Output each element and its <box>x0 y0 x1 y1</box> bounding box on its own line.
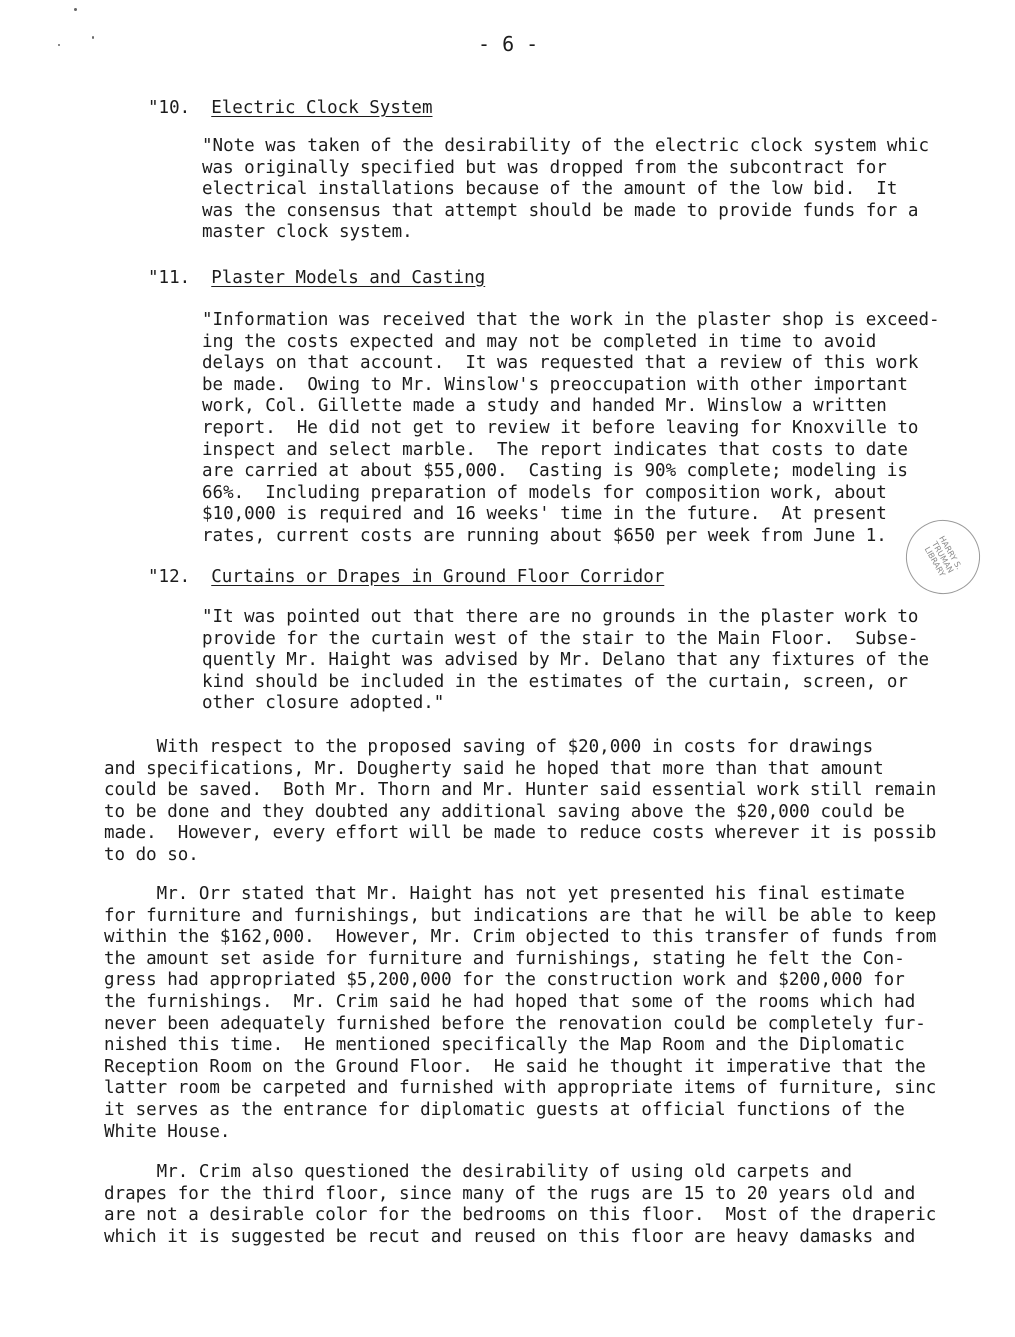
text-line: and specifications, Mr. Dougherty said he hoped that more than that amount <box>104 758 884 779</box>
text-line: "It was pointed out that there are no grounds in the plaster work to <box>202 607 919 627</box>
item-number: "10. <box>148 98 191 118</box>
scan-speck <box>58 44 60 46</box>
text-line: $10,000 is required and 16 weeks' time in the future. At present <box>202 504 887 525</box>
text-line: master clock system. <box>202 222 413 243</box>
item-heading <box>148 97 433 119</box>
text-line: Reception Room on the Ground Floor. He said he thought it imperative that the <box>104 1056 926 1077</box>
item-title: Curtains or Drapes in Ground Floor Corridor <box>211 567 665 587</box>
text-line: work, Col. Gillette made a study and handed Mr. Winslow a written <box>202 396 887 417</box>
body-paragraph <box>104 1162 936 1248</box>
text-line: other closure adopted." <box>202 693 445 714</box>
item-title: Electric Clock System <box>211 98 433 118</box>
text-line: the furnishings. Mr. Crim said he had hoped that some of the rooms which had <box>104 991 916 1012</box>
text-line: With respect to the proposed saving of $20,000 in costs for drawings <box>104 737 874 757</box>
text-line: electrical installations because of the amount of the low bid. It <box>202 179 898 200</box>
text-line: kind should be included in the estimates of the curtain, screen, or <box>202 671 908 692</box>
text-line: drapes for the third floor, since many of the rugs are 15 to 20 years old and <box>104 1183 916 1204</box>
text-line: to do so. <box>104 844 199 865</box>
text-line: to be done and they doubted any additional saving above the $20,000 could be <box>104 801 905 822</box>
item-number: "11. <box>148 268 191 288</box>
text-line: are not a desirable color for the bedrooms on this floor. Most of the draperic <box>104 1205 937 1226</box>
item-title: Plaster Models and Casting <box>211 268 486 288</box>
item-body <box>202 136 929 244</box>
text-line: gress had appropriated $5,200,000 for the construction work and $200,000 for <box>104 970 905 991</box>
text-line: was originally specified but was dropped from the subcontract for <box>202 157 887 178</box>
text-line: latter room be carpeted and furnished with appropriate items of furniture, sinc <box>104 1078 937 1099</box>
text-line: "Note was taken of the desirability of the electric clock system whic <box>202 136 929 156</box>
text-line: could be saved. Both Mr. Thorn and Mr. Hunter said essential work still remain <box>104 780 937 801</box>
item-body <box>202 607 929 715</box>
text-line: for furniture and furnishings, but indications are that he will be able to keep <box>104 905 937 926</box>
text-line: nished this time. He mentioned specifically the Map Room and the Diplomatic <box>104 1035 905 1056</box>
text-line: within the $162,000. However, Mr. Crim objected to this transfer of funds from <box>104 927 937 948</box>
library-stamp: HARRY S. TRUMAN LIBRARY <box>892 506 993 607</box>
item-number: "12. <box>148 567 191 587</box>
text-line: delays on that account. It was requested that a review of this work <box>202 353 919 374</box>
text-line: report. He did not get to review it before leaving for Knoxville to <box>202 417 919 438</box>
text-line: the amount set aside for furniture and furnishings, stating he felt the Con- <box>104 948 905 969</box>
text-line: are carried at about $55,000. Casting is 90% complete; modeling is <box>202 461 908 482</box>
text-line: "Information was received that the work in the plaster shop is exceed- <box>202 310 940 330</box>
text-line: 66%. Including preparation of models for composition work, about <box>202 482 887 503</box>
text-line: made. However, every effort will be made to reduce costs wherever it is possib <box>104 823 937 844</box>
text-line: which it is suggested be recut and reused on this floor are heavy damasks and <box>104 1226 916 1247</box>
item-body <box>202 310 940 548</box>
text-line: inspect and select marble. The report indicates that costs to date <box>202 439 908 460</box>
page-number: - 6 - <box>478 32 539 56</box>
text-line: was the consensus that attempt should be made to provide funds for a <box>202 200 919 221</box>
text-line: never been adequately furnished before the renovation could be completely fur- <box>104 1013 926 1034</box>
text-line: it serves as the entrance for diplomatic guests at official functions of the <box>104 1099 905 1120</box>
scan-speck <box>92 36 94 39</box>
text-line: quently Mr. Haight was advised by Mr. Delano that any fixtures of the <box>202 650 929 671</box>
text-line: be made. Owing to Mr. Winslow's preoccupation with other important <box>202 374 908 395</box>
scan-speck <box>74 8 77 11</box>
text-line: White House. <box>104 1121 231 1142</box>
item-heading <box>148 267 485 289</box>
text-line: rates, current costs are running about $650 per week from June 1. <box>202 525 887 546</box>
text-line: provide for the curtain west of the stair to the Main Floor. Subse- <box>202 628 919 649</box>
body-paragraph <box>104 737 936 867</box>
item-heading <box>148 566 664 588</box>
text-line: Mr. Orr stated that Mr. Haight has not yet presented his final estimate <box>104 884 905 904</box>
text-line: Mr. Crim also questioned the desirability of using old carpets and <box>104 1162 853 1182</box>
body-paragraph <box>104 884 936 1143</box>
text-line: ing the costs expected and may not be completed in time to avoid <box>202 331 877 352</box>
